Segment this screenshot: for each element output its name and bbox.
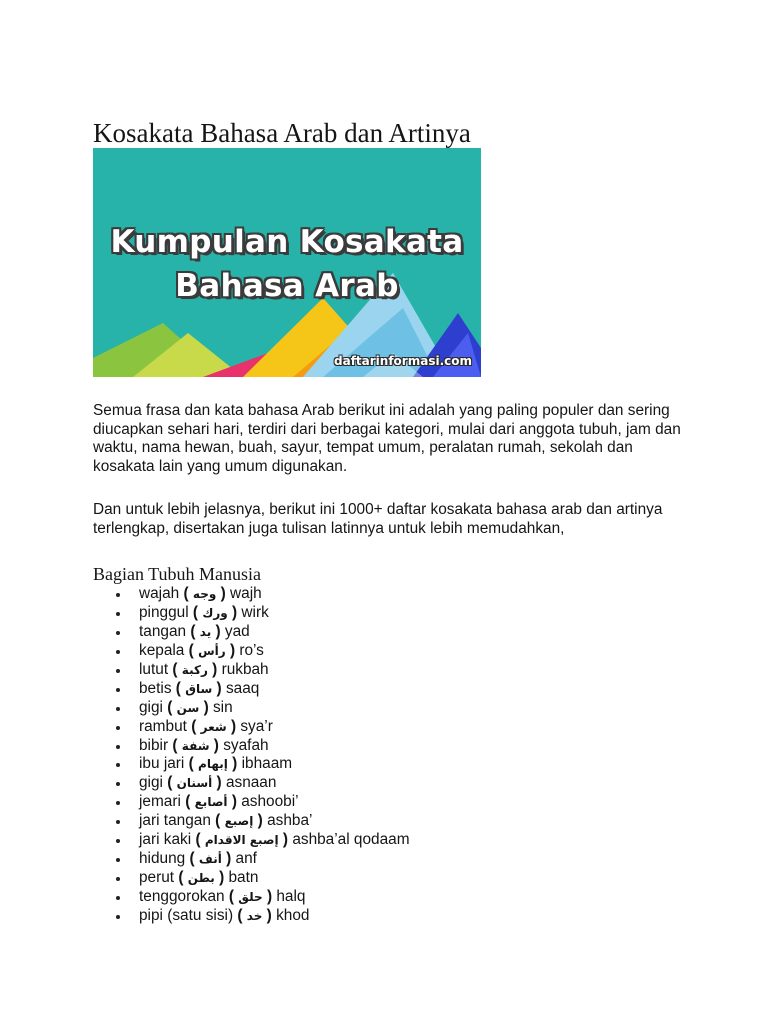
bullet-icon bbox=[116, 820, 120, 824]
vocab-arabic: ورك bbox=[202, 605, 228, 620]
vocab-latin: syafah bbox=[223, 736, 269, 754]
vocab-arabic: ركبة bbox=[181, 662, 208, 677]
vocab-word: perut bbox=[139, 869, 175, 887]
vocab-word: lutut bbox=[139, 660, 169, 678]
vocab-arabic: إصبع bbox=[224, 814, 254, 829]
vocab-arabic: أنف bbox=[198, 852, 222, 867]
bullet-icon bbox=[116, 688, 120, 692]
vocab-arabic: رأس bbox=[198, 643, 226, 658]
vocab-latin: wajh bbox=[230, 585, 262, 602]
list-item: tangan ( يد ) yad bbox=[0, 623, 410, 642]
intro-paragraph: Semua frasa dan kata bahasa Arab berikut ini adalah yang paling populer dan sering diucapkan sehari hari, terdiri dari berbagai kategori, mulai dari anggota tubuh, jam dan waktu, nama hewan, buah, sayur, tempat umum, peralatan rumah, sekolah dan kosakata lain yang umum digunakan. bbox=[93, 402, 681, 475]
vocab-word: pinggul bbox=[139, 603, 189, 621]
vocab-word: rambut bbox=[139, 717, 187, 735]
banner-heading-line-1: Kumpulan Kosakata bbox=[110, 224, 464, 260]
vocab-latin: wirk bbox=[241, 603, 269, 621]
vocab-arabic: شفة bbox=[181, 738, 210, 753]
vocab-latin: sya’r bbox=[240, 717, 273, 735]
list-item: kepala ( رأس ) ro’s bbox=[0, 642, 410, 661]
vocab-arabic: شعر bbox=[200, 719, 227, 734]
banner-site-watermark: daftarinformasi.com bbox=[334, 354, 472, 368]
bullet-icon bbox=[116, 896, 120, 900]
vocab-latin: ashba’al qodaam bbox=[292, 831, 410, 849]
bullet-icon bbox=[116, 707, 120, 711]
list-item: ibu jari ( إبهام ) ibhaam bbox=[0, 755, 410, 774]
list-item: jari kaki ( إصبع الاقدام ) ashba’al qodaam bbox=[0, 831, 410, 850]
vocab-latin: anf bbox=[235, 850, 257, 868]
vocab-word: gigi bbox=[139, 774, 163, 792]
vocab-latin: yad bbox=[224, 622, 250, 640]
vocab-word: bibir bbox=[139, 736, 169, 754]
bullet-icon bbox=[116, 593, 120, 597]
bullet-icon bbox=[116, 763, 120, 767]
page-title: Kosakata Bahasa Arab dan Artinya bbox=[93, 118, 471, 148]
list-item: hidung ( أنف ) anf bbox=[0, 850, 410, 869]
vocab-word: tangan bbox=[139, 622, 187, 640]
bullet-icon bbox=[116, 726, 120, 730]
detail-paragraph: Dan untuk lebih jelasnya, berikut ini 1000+ daftar kosakata bahasa arab dan artinya terlengkap, disertakan juga tulisan latinnya untuk lebih memudahkan, bbox=[93, 501, 663, 537]
vocab-latin: ashba’ bbox=[267, 812, 313, 830]
vocab-arabic: وجه bbox=[192, 587, 217, 601]
vocab-arabic: يد bbox=[199, 624, 212, 639]
vocab-word: betis bbox=[139, 679, 172, 697]
bullet-icon bbox=[116, 839, 120, 843]
vocab-word: tenggorokan bbox=[139, 888, 225, 905]
bullet-icon bbox=[116, 915, 120, 919]
vocab-latin: saaq bbox=[225, 679, 260, 697]
vocab-arabic: إصبع الاقدام bbox=[204, 833, 279, 848]
vocab-word: wajah bbox=[139, 585, 180, 602]
vocab-word: jari kaki bbox=[139, 831, 192, 849]
vocab-word: jari tangan bbox=[139, 812, 211, 830]
bullet-icon bbox=[116, 650, 120, 654]
bullet-icon bbox=[116, 612, 120, 616]
list-item: gigi ( سن ) sin bbox=[0, 699, 410, 718]
bullet-icon bbox=[116, 877, 120, 881]
bullet-icon bbox=[116, 858, 120, 862]
bullet-icon bbox=[116, 782, 120, 786]
list-item: betis ( ساق ) saaq bbox=[0, 680, 410, 699]
bullet-icon bbox=[116, 631, 120, 635]
vocab-latin: rukbah bbox=[221, 660, 269, 678]
list-item: jari tangan ( إصبع ) ashba’ bbox=[0, 812, 410, 831]
list-item: wajah ( وجه ) wajh bbox=[0, 585, 410, 604]
vocab-word: kepala bbox=[139, 641, 185, 659]
vocab-arabic: سن bbox=[176, 700, 200, 715]
bullet-icon bbox=[116, 801, 120, 805]
vocab-latin: asnaan bbox=[225, 774, 277, 792]
vocab-latin: batn bbox=[228, 869, 259, 887]
vocab-arabic: حلق bbox=[238, 890, 263, 904]
list-item: lutut ( ركبة ) rukbah bbox=[0, 661, 410, 680]
vocab-latin: khod bbox=[276, 906, 310, 924]
vocab-arabic: خد bbox=[246, 908, 263, 923]
vocab-word: gigi bbox=[139, 698, 163, 716]
vocab-latin: halq bbox=[276, 888, 306, 905]
bullet-icon bbox=[116, 745, 120, 749]
vocab-latin: ro’s bbox=[239, 641, 264, 659]
vocab-latin: sin bbox=[212, 698, 233, 716]
list-item: bibir ( شفة ) syafah bbox=[0, 737, 410, 756]
vocab-word: jemari bbox=[139, 793, 181, 811]
list-item: tenggorokan ( حلق ) halq bbox=[0, 888, 410, 907]
vocab-arabic: إبهام bbox=[198, 757, 228, 772]
vocab-arabic: أصابع bbox=[194, 795, 228, 810]
banner-heading-line-2: Bahasa Arab bbox=[175, 268, 399, 304]
list-item: pinggul ( ورك ) wirk bbox=[0, 604, 410, 623]
list-item: gigi ( أسنان ) asnaan bbox=[0, 774, 410, 793]
banner-image bbox=[93, 148, 481, 377]
vocab-word: hidung bbox=[139, 850, 186, 868]
vocab-word: ibu jari bbox=[139, 755, 185, 773]
vocab-arabic: أسنان bbox=[176, 776, 213, 791]
bullet-icon bbox=[116, 669, 120, 673]
list-item: pipi (satu sisi) ( خد ) khod bbox=[0, 907, 410, 926]
banner-mountains-graphic bbox=[93, 148, 481, 377]
vocab-arabic: بطن bbox=[187, 871, 215, 886]
section-title: Bagian Tubuh Manusia bbox=[93, 564, 262, 584]
vocab-latin: ashoobi’ bbox=[241, 793, 299, 811]
vocab-latin: ibhaam bbox=[241, 755, 293, 773]
vocab-word: pipi (satu sisi) bbox=[139, 906, 234, 924]
list-item: perut ( بطن ) batn bbox=[0, 869, 410, 888]
vocab-list bbox=[0, 585, 410, 926]
list-item: rambut ( شعر ) sya’r bbox=[0, 718, 410, 737]
list-item: jemari ( أصابع ) ashoobi’ bbox=[0, 793, 410, 812]
vocab-arabic: ساق bbox=[185, 681, 213, 696]
